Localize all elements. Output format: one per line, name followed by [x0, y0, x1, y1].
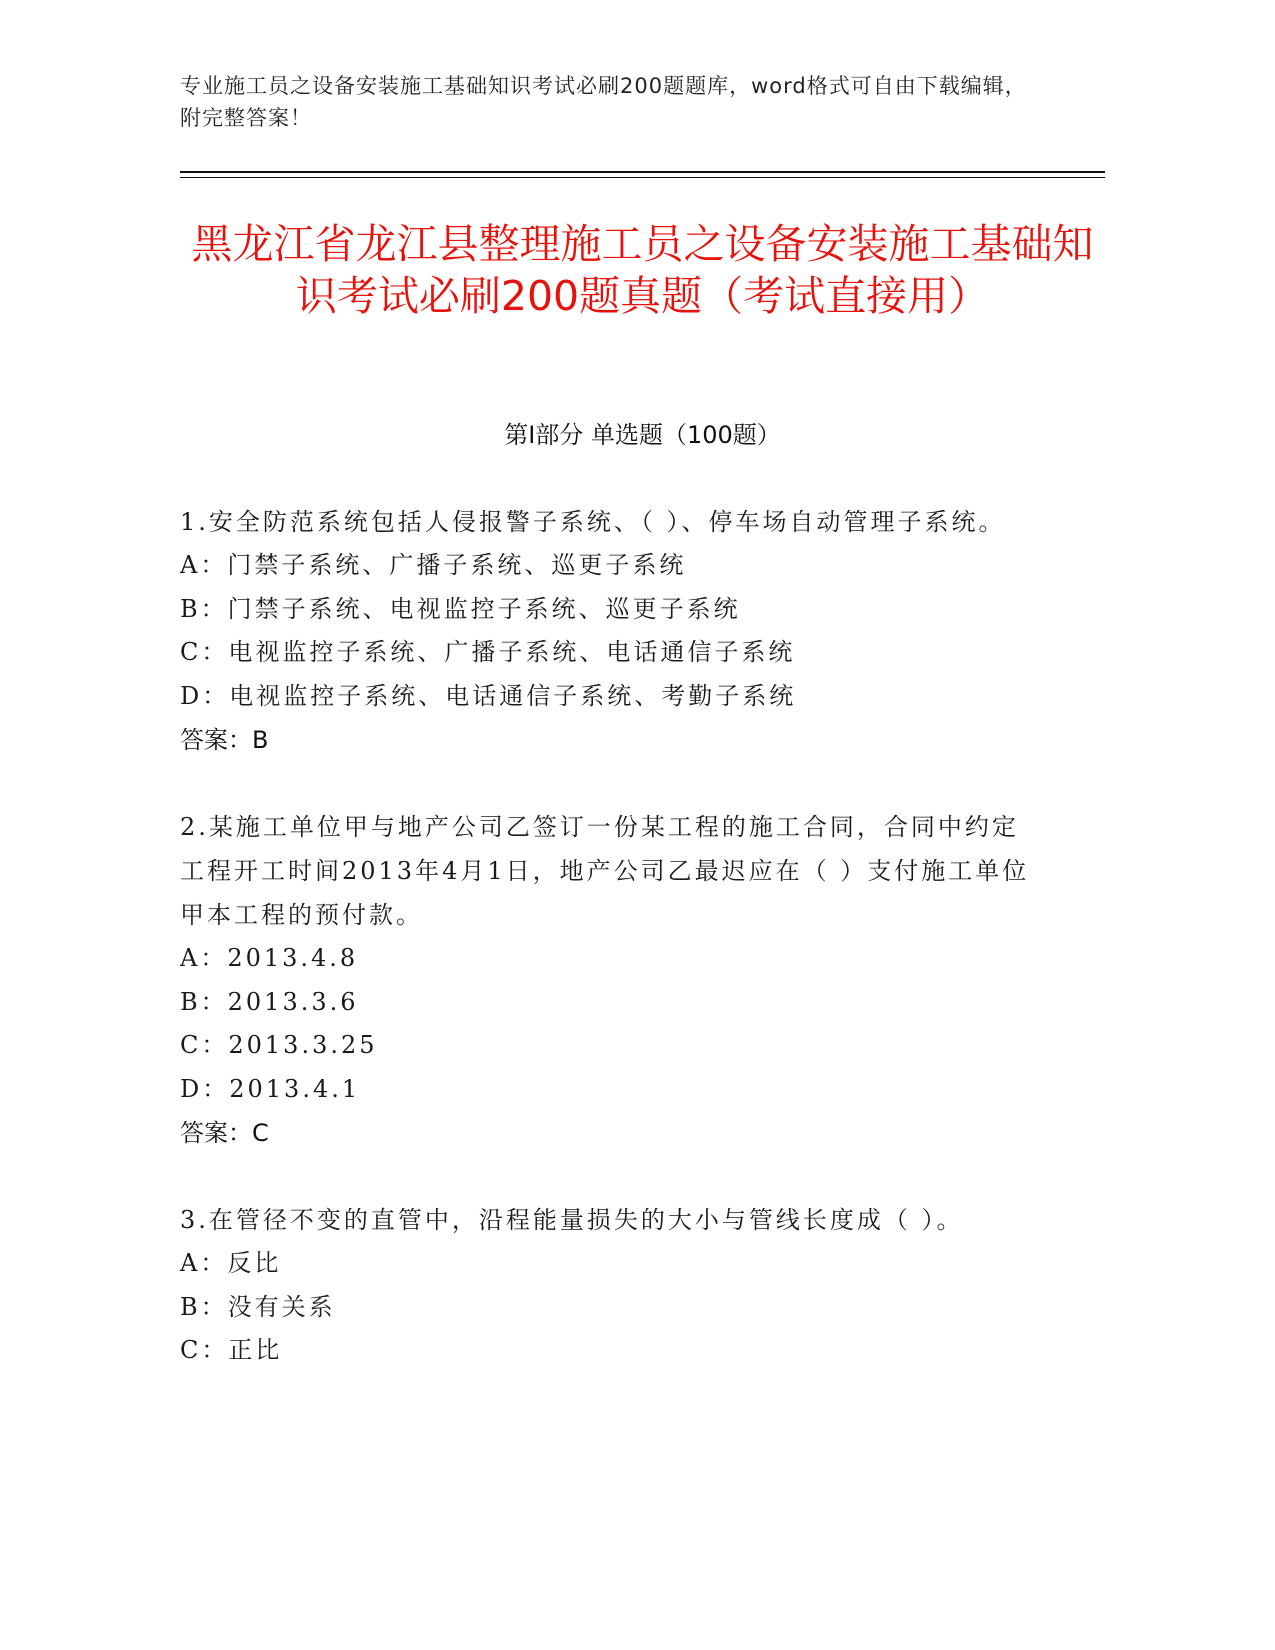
option-c: C：正比: [180, 1336, 283, 1364]
question-item: [180, 500, 1040, 762]
option-d: D：2013.4.1: [180, 1074, 361, 1103]
header-divider-thick: [180, 171, 1105, 173]
option-a: A：反比: [180, 1249, 282, 1277]
option-b: B：门禁子系统、电视监控子系统、巡更子系统: [180, 594, 741, 623]
option-c: C：电视监控子系统、广播子系统、电话通信子系统: [180, 638, 796, 666]
header-divider-thin: [180, 177, 1105, 178]
question-stem: 3.在管径不变的直管中，沿程能量损失的大小与管线长度成（ ）。: [180, 1206, 964, 1234]
question-item: [180, 805, 1040, 1155]
document-title: 黑龙江省龙江县整理施工员之设备安装施工基础知识考试必刷200题真题（考试直接用）: [191, 220, 1094, 320]
question-item: [180, 1198, 1040, 1373]
question-stem: 1.安全防范系统包括人侵报警子系统、（ ）、停车场自动管理子系统。: [180, 508, 1006, 536]
option-a: A：门禁子系统、广播子系统、巡更子系统: [180, 551, 687, 579]
option-d: D：电视监控子系统、电话通信子系统、考勤子系统: [180, 681, 797, 710]
option-c: C：2013.3.25: [180, 1031, 378, 1059]
option-a: A：2013.4.8: [180, 944, 359, 972]
header-note: 专业施工员之设备安装施工基础知识考试必刷200题题库，word格式可自由下载编辑，附完整答案！: [180, 74, 1027, 130]
answer-line: 答案：B: [180, 726, 269, 754]
option-b: B：没有关系: [180, 1292, 336, 1321]
question-stem: 2.某施工单位甲与地产公司乙签订一份某工程的施工合同，合同中约定工程开工时间2013年4月1日，地产公司乙最迟应在（ ）支付施工单位甲本工程的预付款。: [180, 813, 1030, 929]
section-heading: 第Ⅰ部分 单选题（100题）: [504, 421, 781, 449]
option-b: B：2013.3.6: [180, 987, 359, 1016]
question-list: [180, 500, 1040, 1416]
answer-line: 答案：C: [180, 1119, 269, 1147]
